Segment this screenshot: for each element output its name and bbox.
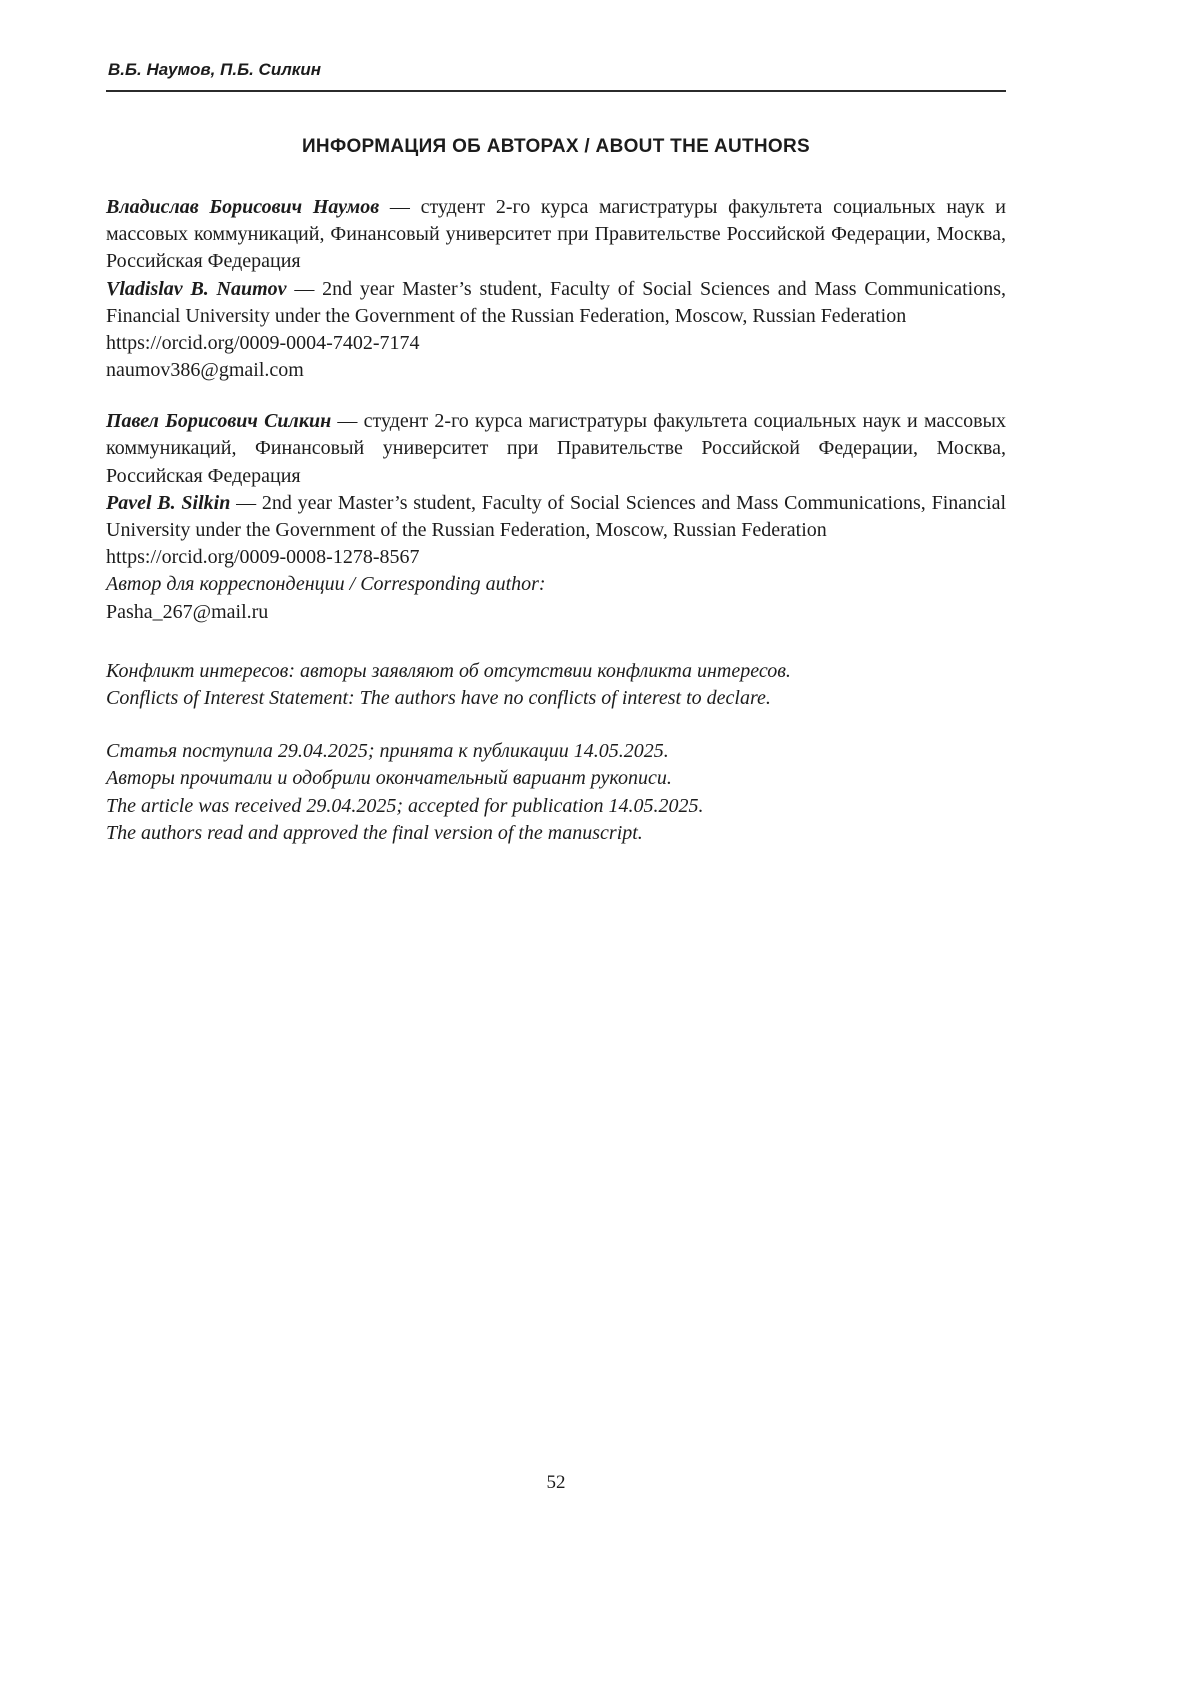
received-date-en: The article was received 29.04.2025; accepted for publication 14.05.2025. bbox=[106, 794, 704, 817]
author-bio-en-text: — 2nd year Master’s student, Faculty of Social Sciences and Mass Communications, Financial University under the Government of the Russian Federation, Moscow, Russian Federation bbox=[106, 277, 1007, 327]
author-orcid: https://orcid.org/0009-0008-1278-8567 bbox=[106, 546, 420, 569]
author-bio-en bbox=[106, 276, 1006, 330]
page-header bbox=[106, 58, 1006, 92]
article-dates-block bbox=[106, 738, 1006, 847]
approved-statement-ru: Авторы прочитали и одобрили окончательный вариант рукописи. bbox=[106, 767, 672, 790]
author-name-ru: Владислав Борисович Наумов bbox=[106, 195, 380, 218]
author-email: naumov386@gmail.com bbox=[106, 359, 304, 382]
author-block-naumov bbox=[106, 194, 1006, 384]
running-header: В.Б. Наумов, П.Б. Силкин bbox=[108, 60, 322, 79]
page-number: 52 bbox=[546, 1472, 566, 1493]
author-name-en: Pavel B. Silkin bbox=[106, 491, 231, 514]
conflict-of-interest-block bbox=[106, 658, 1006, 712]
author-bio-en bbox=[106, 490, 1006, 544]
header-rule bbox=[106, 90, 1006, 92]
author-bio-ru bbox=[106, 194, 1006, 276]
author-email: Pasha_267@mail.ru bbox=[106, 600, 269, 623]
author-bio-en-text: — 2nd year Master’s student, Faculty of Social Sciences and Mass Communications, Financial University under the Government of the Russian Federation, Moscow, Russian Federation bbox=[106, 491, 1007, 541]
author-bio-ru-text: — студент 2-го курса магистратуры факультета социальных наук и массовых коммуникаций, Финансовый университет при Правительстве Российской Федерации, Москва, Российская Федерация bbox=[106, 195, 1007, 273]
received-date-ru: Статья поступила 29.04.2025; принята к публикации 14.05.2025. bbox=[106, 740, 669, 763]
author-orcid: https://orcid.org/0009-0004-7402-7174 bbox=[106, 331, 420, 354]
approved-statement-en: The authors read and approved the final version of the manuscript. bbox=[106, 821, 643, 844]
author-bio-ru bbox=[106, 408, 1006, 490]
corresponding-author-label: Автор для корреспонденции / Corresponding author: bbox=[106, 573, 546, 596]
author-name-ru: Павел Борисович Силкин bbox=[106, 410, 332, 433]
author-name-en: Vladislav B. Naumov bbox=[106, 277, 287, 300]
conflict-statement-ru: Конфликт интересов: авторы заявляют об отсутствии конфликта интересов. bbox=[106, 659, 791, 682]
author-block-silkin bbox=[106, 408, 1006, 626]
author-bio-ru-text: — студент 2-го курса магистратуры факультета социальных наук и массовых коммуникаций, Финансовый университет при Правительстве Российской Федерации, Москва, Российская Федерация bbox=[106, 410, 1006, 487]
conflict-statement-en: Conflicts of Interest Statement: The authors have no conflicts of interest to declare. bbox=[106, 686, 771, 709]
section-title: ИНФОРМАЦИЯ ОБ АВТОРАХ / ABOUT THE AUTHORS bbox=[301, 136, 811, 158]
